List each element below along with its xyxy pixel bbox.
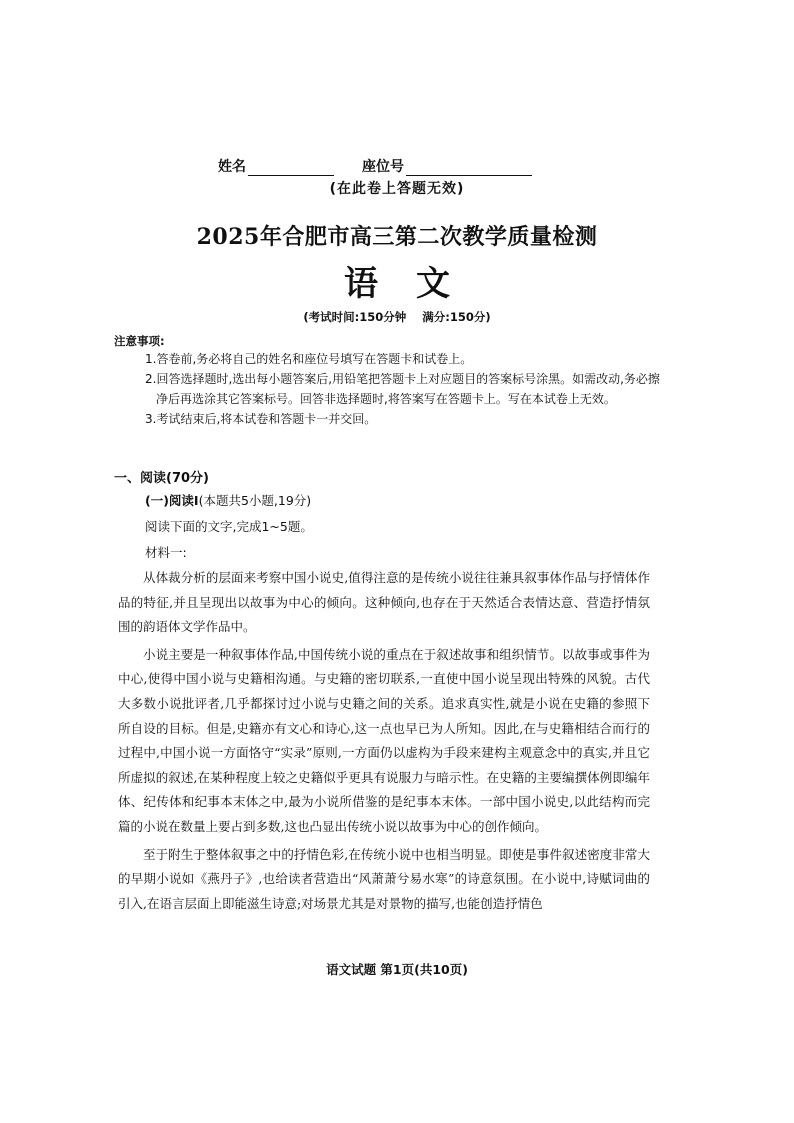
candidate-info-line bbox=[218, 156, 532, 176]
passage-paragraph: 至于附生于整体叙事之中的抒情色彩,在传统小说中也相当明显。即使是事件叙述密度非常大的早期小说如《燕丹子》,也给读者营造出“风萧萧兮易水寒”的诗意氛围。在小说中,诗赋词曲的引入,在语言层面上即能滋生诗意;对场景尤其是对景物的描写,也能创造抒情色 bbox=[118, 846, 650, 911]
notes-list bbox=[145, 349, 665, 429]
section-heading: 一、阅读(70分) bbox=[114, 471, 209, 486]
seat-blank bbox=[406, 163, 532, 176]
exam-meta bbox=[0, 309, 794, 325]
sub-heading-detail: (本题共5小题,19分) bbox=[198, 493, 312, 508]
exam-score: 满分:150分) bbox=[422, 310, 491, 324]
sub-section-heading bbox=[145, 491, 311, 509]
subject-title: 语文 bbox=[344, 264, 488, 304]
sub-heading-title: (一)阅读Ⅰ bbox=[145, 493, 199, 508]
note-item: 1.答卷前,务必将自己的姓名和座位号填写在答题卡和试卷上。 bbox=[145, 352, 473, 366]
seat-label: 座位号 bbox=[362, 159, 404, 175]
note-item: 3.考试结束后,将本试卷和答题卡一并交回。 bbox=[145, 412, 377, 426]
passage-paragraph: 从体裁分析的层面来考察中国小说史,值得注意的是传统小说往往兼具叙事体作品与抒情体作品的特征,并且呈现出以故事为中心的倾向。这种倾向,也存在于天然适合表情达意、营造抒情氛围的韵语体文学作品中。 bbox=[118, 570, 650, 635]
note-item: 2.回答选择题时,选出每小题答案后,用铅笔把答题卡上对应题目的答案标号涂黑。如需改动,务必擦净后再选涂其它答案标号。回答非选择题时,将答案写在答题卡上。写在本试卷上无效。 bbox=[145, 372, 660, 406]
exam-title: 2025年合肥市高三第二次教学质量检测 bbox=[196, 224, 598, 250]
invalid-answer-notice: (在此卷上答题无效) bbox=[329, 181, 465, 197]
notes-heading: 注意事项: bbox=[114, 334, 165, 348]
page-footer: 语文试题 第1页(共10页) bbox=[326, 962, 468, 977]
exam-time: (考试时间:150分钟 bbox=[303, 310, 407, 324]
reading-instruction: 阅读下面的文字,完成1~5题。 bbox=[145, 519, 313, 534]
material-label: 材料一: bbox=[145, 545, 187, 560]
reading-passage bbox=[118, 566, 650, 919]
name-blank bbox=[248, 163, 334, 176]
passage-paragraph: 小说主要是一种叙事体作品,中国传统小说的重点在于叙述故事和组织情节。以故事或事件为中心,使得中国小说与史籍相沟通。与史籍的密切联系,一直使中国小说呈现出特殊的风貌。古代大多数小说批评者,几乎都探讨过小说与史籍之间的关系。追求真实性,就是小说在史籍的参照下所自设的目标。但是,史籍亦有文心和诗心,这一点也早已为人所知。因此,在与史籍相结合而行的过程中,中国小说一方面恪守“实录”原则,一方面仍以虚构为手段来建构主观意念中的真实,并且它所虚拟的叙述,在某种程度上较之史籍似乎更具有说服力与暗示性。在史籍的主要编撰体例即编年体、纪传体和纪事本末体之中,最为小说所借鉴的是纪事本末体。一部中国小说史,以此结构而完篇的小说在数量上要占到多数,这也凸显出传统小说以故事为中心的创作倾向。 bbox=[118, 646, 650, 834]
name-label: 姓名 bbox=[218, 159, 246, 175]
